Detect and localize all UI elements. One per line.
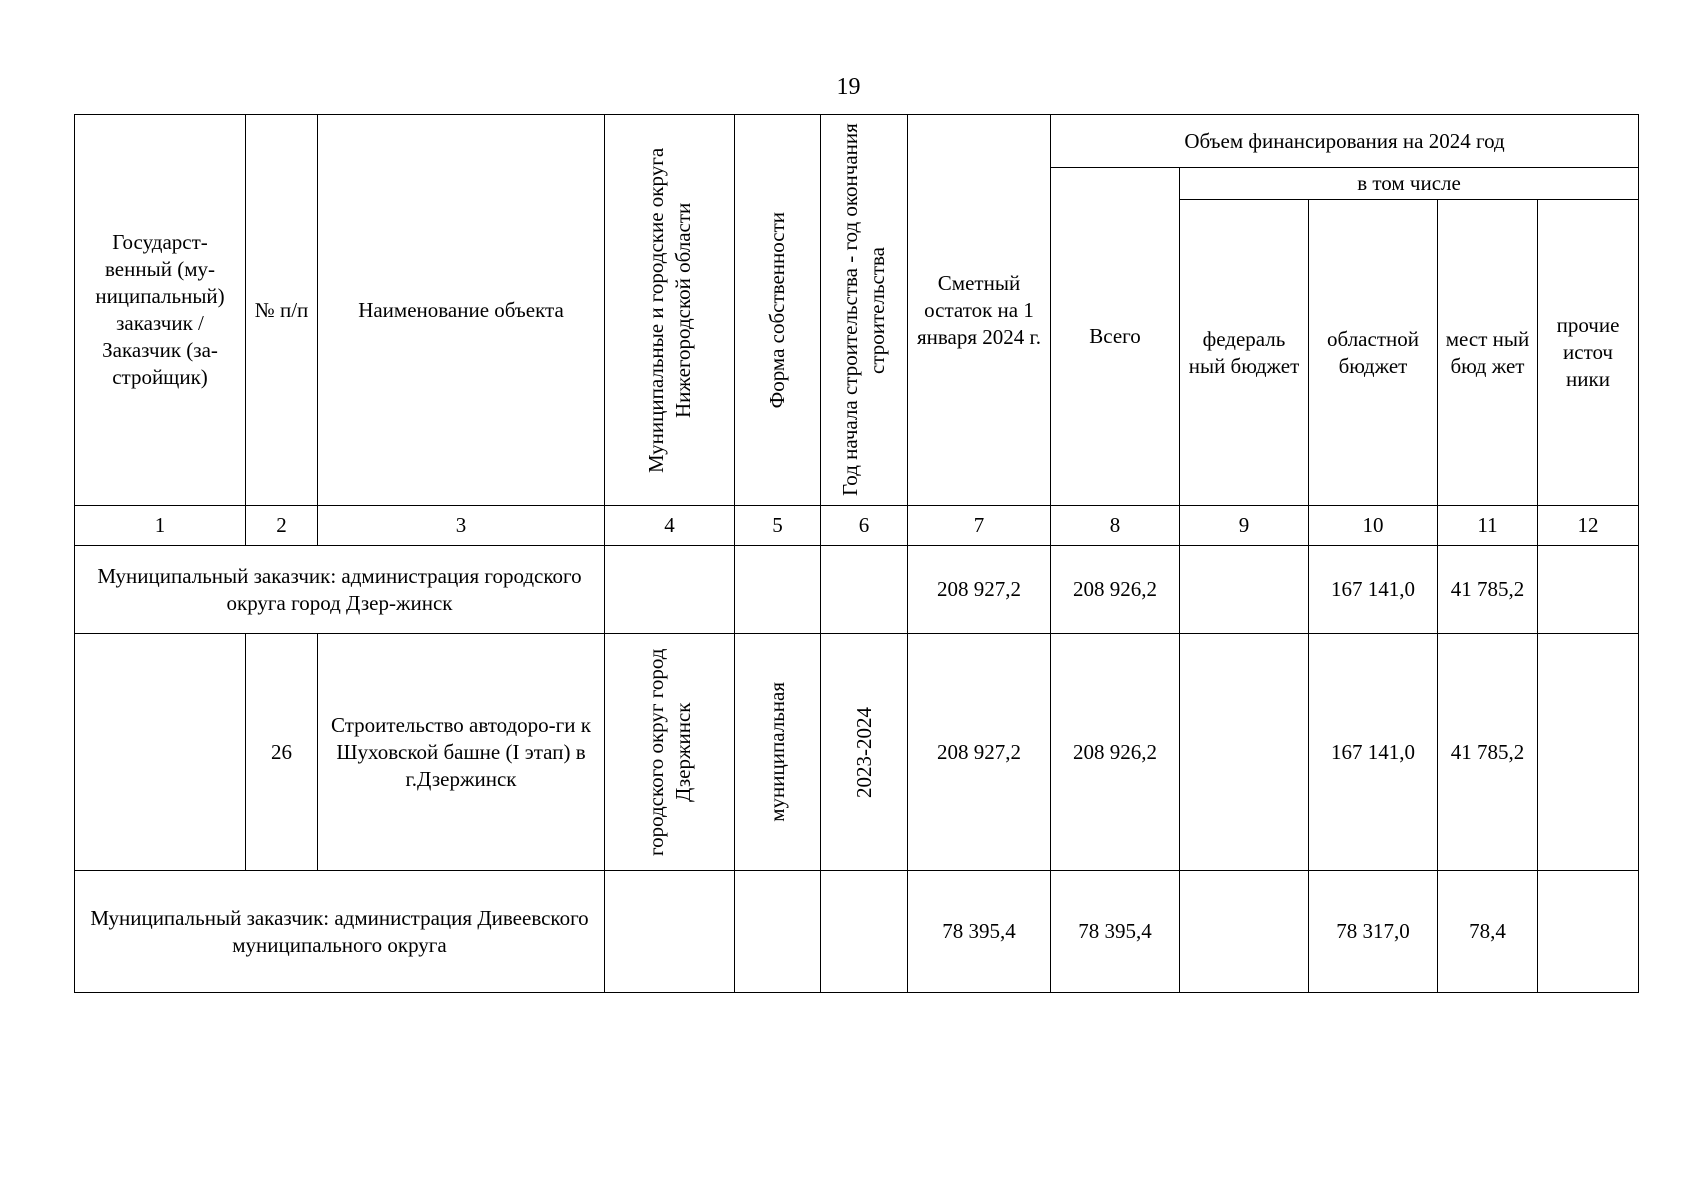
ownership-cell <box>735 871 821 993</box>
header-municipality <box>605 115 735 506</box>
column-number: 8 <box>1051 506 1180 546</box>
local-cell: 41 785,2 <box>1438 546 1538 634</box>
federal-cell <box>1180 871 1309 993</box>
smeta-cell: 78 395,4 <box>908 871 1051 993</box>
header-object-name: Наименование объекта <box>318 115 605 506</box>
header-number: № п/п <box>246 115 318 506</box>
customer-cell: Муниципальный заказчик: администрация Дивеевского муниципального округа <box>75 871 605 993</box>
header-years <box>821 115 908 506</box>
column-number: 9 <box>1180 506 1309 546</box>
column-number: 4 <box>605 506 735 546</box>
column-number: 10 <box>1309 506 1438 546</box>
column-number: 3 <box>318 506 605 546</box>
customer-cell <box>75 634 246 871</box>
header-total: Всего <box>1051 168 1180 506</box>
other-cell <box>1538 871 1639 993</box>
table-row-customer-dzerzhinsk <box>75 546 1639 634</box>
local-cell: 78,4 <box>1438 871 1538 993</box>
other-cell <box>1538 546 1639 634</box>
ownership-cell <box>735 546 821 634</box>
header-federal: федераль ный бюджет <box>1180 200 1309 506</box>
header-years-label: Год начала строительства - год окончания строительства <box>838 123 889 497</box>
years-cell <box>821 634 908 871</box>
ownership-text: муниципальная <box>765 682 789 822</box>
header-regional: областной бюджет <box>1309 200 1438 506</box>
column-numbers-row <box>75 506 1639 546</box>
financing-table <box>74 114 1639 993</box>
local-cell: 41 785,2 <box>1438 634 1538 871</box>
total-cell: 208 926,2 <box>1051 634 1180 871</box>
years-cell <box>821 546 908 634</box>
years-cell <box>821 871 908 993</box>
federal-cell <box>1180 546 1309 634</box>
municipality-cell <box>605 546 735 634</box>
header-funding-group: Объем финансирования на 2024 год <box>1051 115 1639 168</box>
municipality-text: городского округ город Дзержинск <box>643 648 695 856</box>
header-other: прочие источ ники <box>1538 200 1639 506</box>
header-local: мест ный бюд жет <box>1438 200 1538 506</box>
header-ownership <box>735 115 821 506</box>
regional-cell: 167 141,0 <box>1309 546 1438 634</box>
table-row-object-26 <box>75 634 1639 871</box>
object-name-cell: Строительство автодоро-ги к Шуховской башне (I этап) в г.Дзержинск <box>318 634 605 871</box>
header-smeta: Сметный остаток на 1 января 2024 г. <box>908 115 1051 506</box>
header-including: в том числе <box>1180 168 1639 200</box>
column-number: 2 <box>246 506 318 546</box>
column-number: 6 <box>821 506 908 546</box>
column-number: 7 <box>908 506 1051 546</box>
column-number: 11 <box>1438 506 1538 546</box>
column-number: 1 <box>75 506 246 546</box>
regional-cell: 167 141,0 <box>1309 634 1438 871</box>
total-cell: 78 395,4 <box>1051 871 1180 993</box>
municipality-cell <box>605 634 735 871</box>
number-cell: 26 <box>246 634 318 871</box>
header-municipality-label: Муниципальные и городские округа Нижегородской области <box>643 147 695 473</box>
customer-cell: Муниципальный заказчик: администрация городского округа город Дзер-жинск <box>75 546 605 634</box>
smeta-cell: 208 927,2 <box>908 546 1051 634</box>
header-ownership-label: Форма собственности <box>765 211 789 409</box>
smeta-cell: 208 927,2 <box>908 634 1051 871</box>
other-cell <box>1538 634 1639 871</box>
ownership-cell <box>735 634 821 871</box>
header-customer: Государст-венный (му-ниципальный) заказчик / Заказчик (за-стройщик) <box>75 115 246 506</box>
municipality-cell <box>605 871 735 993</box>
column-number: 5 <box>735 506 821 546</box>
federal-cell <box>1180 634 1309 871</box>
total-cell: 208 926,2 <box>1051 546 1180 634</box>
regional-cell: 78 317,0 <box>1309 871 1438 993</box>
table-row-customer-diveevo <box>75 871 1639 993</box>
page-number: 19 <box>836 74 861 100</box>
column-number: 12 <box>1538 506 1639 546</box>
years-text: 2023-2024 <box>851 706 876 798</box>
